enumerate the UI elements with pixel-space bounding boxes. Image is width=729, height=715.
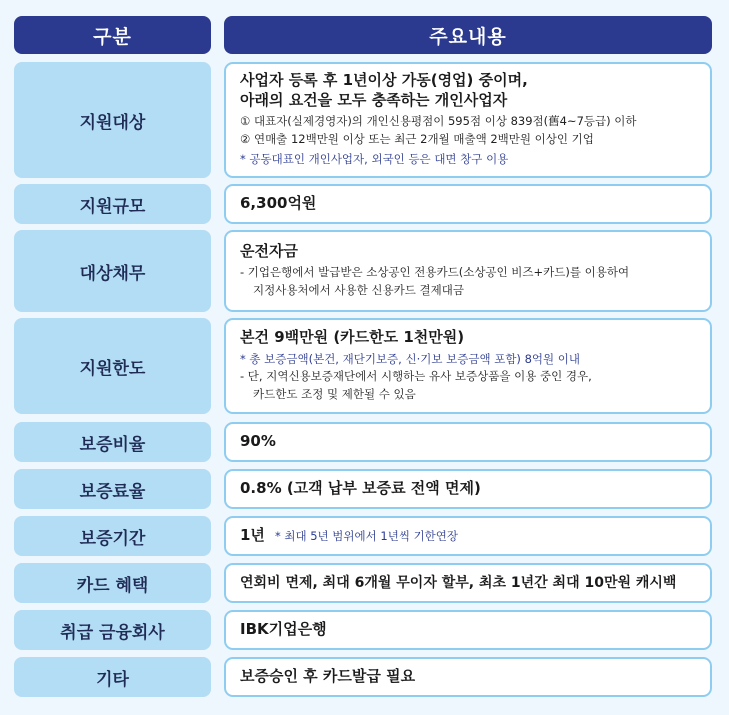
table-row	[14, 422, 712, 462]
row-label: 보증기간	[14, 516, 211, 556]
row-label: 지원한도	[14, 318, 211, 414]
table-row	[14, 657, 712, 697]
row-sub-text: - 단, 지역신용보증재단에서 시행하는 유사 보증상품을 이용 중인 경우,	[240, 369, 592, 384]
row-main-text: IBK기업은행	[240, 620, 327, 639]
row-label: 보증료율	[14, 469, 211, 509]
row-note-text: * 공동대표인 개인사업자, 외국인 등은 대면 창구 이용	[240, 151, 509, 166]
row-sub-text: ② 연매출 12백만원 이상 또는 최근 2개월 매출액 2백만원 이상인 기업	[240, 132, 594, 147]
row-label: 보증비율	[14, 422, 211, 462]
row-main-text: 1년	[240, 526, 265, 545]
row-main-text: 90%	[240, 432, 276, 451]
row-sub-text: 지정사용처에서 사용한 신용카드 결제대금	[253, 283, 464, 298]
row-main-text: 6,300억원	[240, 194, 317, 213]
row-label: 카드 혜택	[14, 563, 211, 603]
row-content	[224, 184, 712, 224]
header-main-content: 주요내용	[224, 16, 712, 54]
table-row	[14, 516, 712, 556]
table-row	[14, 230, 712, 312]
row-label: 기타	[14, 657, 211, 697]
row-main-text: 아래의 요건을 모두 충족하는 개인사업자	[240, 90, 508, 109]
row-content	[224, 610, 712, 650]
row-content	[224, 563, 712, 603]
row-label: 지원대상	[14, 62, 211, 178]
row-main-text: 본건 9백만원 (카드한도 1천만원)	[240, 328, 465, 347]
table-row	[14, 563, 712, 603]
table-row	[14, 318, 712, 414]
row-sub-text: 카드한도 조정 및 제한될 수 있음	[253, 387, 416, 402]
table-row	[14, 469, 712, 509]
row-content	[224, 469, 712, 509]
row-content	[224, 230, 712, 312]
header-category: 구분	[14, 16, 211, 54]
row-main-text: 연회비 면제, 최대 6개월 무이자 할부, 최초 1년간 최대 10만원 캐시백	[240, 574, 677, 591]
row-label: 지원규모	[14, 184, 211, 224]
row-note-text: * 총 보증금액(본건, 재단기보증, 신·기보 보증금액 포함) 8억원 이내	[240, 351, 580, 366]
row-content	[224, 516, 712, 556]
row-content	[224, 657, 712, 697]
row-main-text: 0.8% (고객 납부 보증료 전액 면제)	[240, 479, 481, 498]
row-note-text: * 최대 5년 범위에서 1년씩 기한연장	[274, 529, 459, 544]
row-content	[224, 422, 712, 462]
row-sub-text: - 기업은행에서 발급받은 소상공인 전용카드(소상공인 비즈+카드)를 이용하여	[240, 265, 630, 280]
row-label: 대상채무	[14, 230, 211, 312]
row-label: 취급 금융회사	[14, 610, 211, 650]
table-row	[14, 62, 712, 178]
row-main-text: 운전자금	[240, 241, 298, 260]
row-main-text: 보증승인 후 카드발급 필요	[240, 667, 416, 686]
row-sub-text: ① 대표자(실제경영자)의 개인신용평점이 595점 이상 839점(舊4~7등급) 이하	[240, 114, 637, 129]
row-main-text: 사업자 등록 후 1년이상 가동(영업) 중이며,	[240, 71, 528, 90]
row-content	[224, 62, 712, 178]
table-row	[14, 184, 712, 224]
row-content	[224, 318, 712, 414]
table-row	[14, 610, 712, 650]
